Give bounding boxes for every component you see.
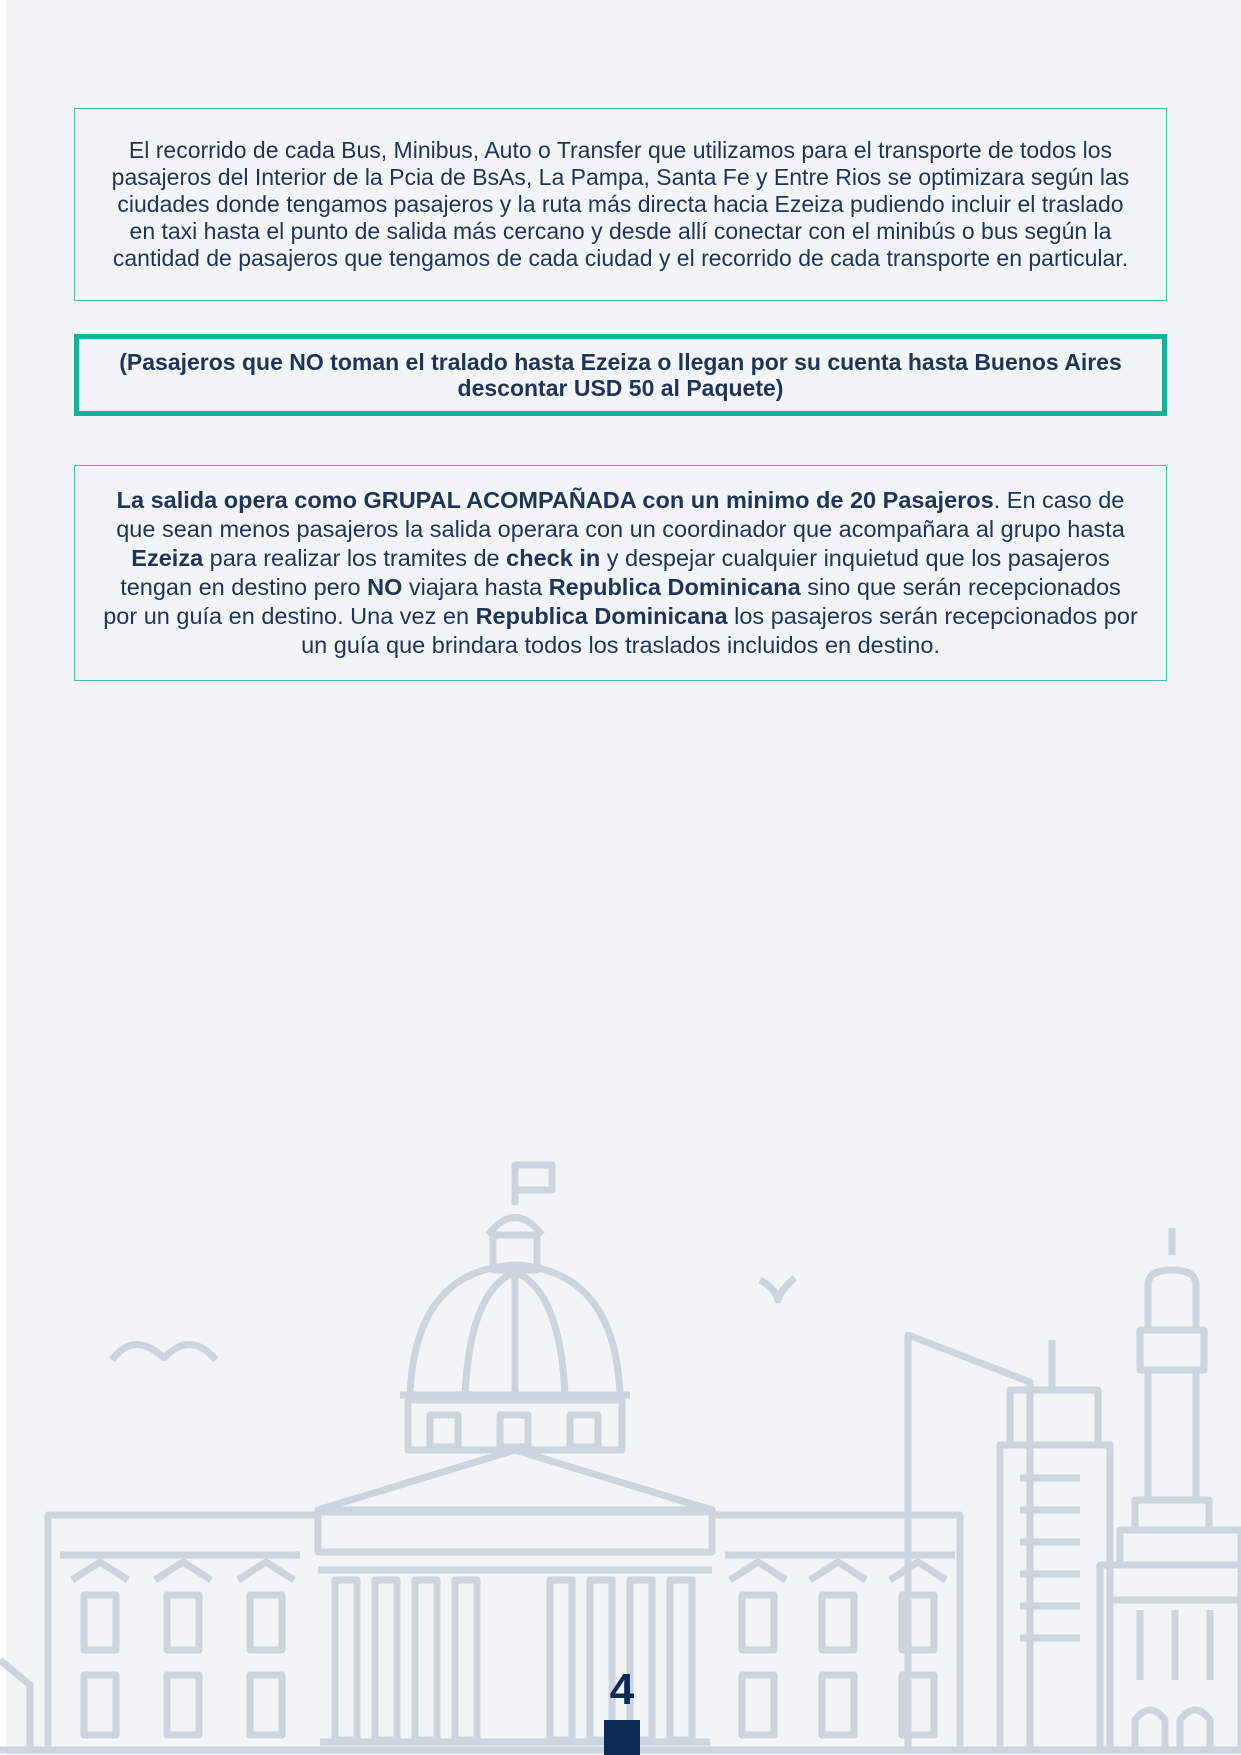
bold-republica-dominicana: Republica Dominicana: [475, 603, 728, 629]
discount-note-text: (Pasajeros que NO toman el tralado hasta Ezeiza o llegan por su cuenta hasta Buenos Aires descontar USD 50 al Paquete): [119, 349, 1122, 401]
page-number: 4: [609, 1665, 635, 1714]
text-segment: sino que serán recepcionados por un guía en destino. Una vez en: [103, 574, 1121, 629]
transport-info-text: El recorrido de cada Bus, Minibus, Auto o Transfer que utilizamos para el transporte de todos los pasajeros del Interior de la Pcia de BsAs, La Pampa, Santa Fe y Entre Rios se optimizara según las ciudades donde tengamos pasajeros y la ruta más directa hacia Ezeiza pudiendo incluir el traslado en taxi hasta el punto de salida más cercano y desde allí conectar con el minibús o bus según la cantidad de pasajeros que tengamos de cada ciudad y el recorrido de cada transporte en particular.: [111, 137, 1130, 271]
discount-note-box: [74, 334, 1167, 416]
text-segment: . En caso de que sean menos pasajeros la salida operara con un coordinador que acompañara al grupo hasta: [116, 487, 1125, 542]
bold-ezeiza: Ezeiza: [131, 545, 204, 571]
transport-info-box: [74, 108, 1167, 301]
text-segment: y despejar cualquier inquietud que los pasajeros tengan en destino pero: [120, 545, 1110, 600]
text-segment: los pasajeros serán recepcionados por un guía que brindara todos los traslados incluidos en destino.: [301, 603, 1138, 658]
text-segment: viajara hasta: [402, 574, 549, 600]
bold-republica-dominicana: Republica Dominicana: [548, 574, 801, 600]
page-number-tab: [604, 1720, 640, 1755]
bold-group-accompanied: La salida opera como GRUPAL ACOMPAÑADA con un minimo de 20 Pasajeros: [116, 487, 994, 513]
text-segment: para realizar los tramites de: [203, 545, 507, 571]
bold-no: NO: [367, 574, 403, 600]
bold-check-in: check in: [506, 545, 601, 571]
group-departure-text: [101, 486, 1140, 660]
group-departure-box: [74, 465, 1167, 681]
